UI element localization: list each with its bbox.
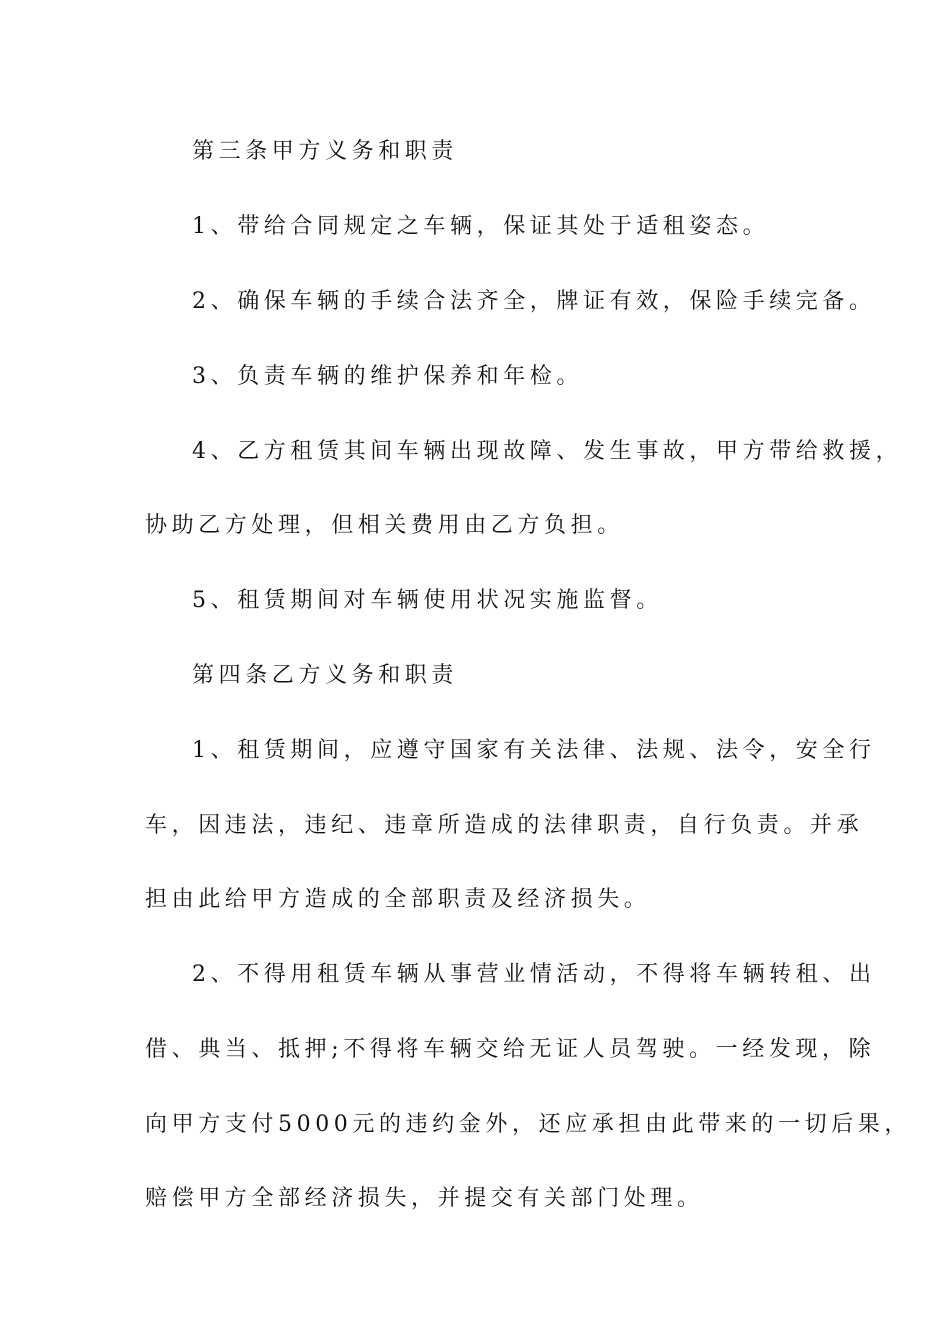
article-4-item-2-line-2: 借、典当、抵押;不得将车辆交给无证人员驾驶。一经发现，除 [145,1037,876,1062]
article-4-item-2-line-1: 2、不得用租赁车辆从事营业情活动，不得将车辆转租、出 [192,962,876,987]
article-3-item-3: 3、负责车辆的维护保养和年检。 [192,364,583,389]
article-4-item-1-line-1: 1、租赁期间，应遵守国家有关法律、法规、法令，安全行 [192,738,876,763]
article-3-item-4-line-1: 4、乙方租赁其间车辆出现故障、发生事故，甲方带给救援， [192,439,903,464]
article-4-item-2-line-4: 赔偿甲方全部经济损失，并提交有关部门处理。 [145,1186,704,1211]
article-4-item-2-line-3: 向甲方支付5000元的违约金外，还应承担由此带来的一切后果， [145,1112,911,1137]
article-3-item-2: 2、确保车辆的手续合法齐全，牌证有效，保险手续完备。 [192,289,876,314]
article-3-item-5: 5、租赁期间对车辆使用状况实施监督。 [192,588,663,613]
article-4-item-1-line-3: 担由此给甲方造成的全部职责及经济损失。 [145,887,651,912]
article-3-heading: 第三条甲方义务和职责 [192,139,459,164]
article-3-item-4-line-2: 协助乙方处理，但相关费用由乙方负担。 [145,513,624,538]
article-4-heading: 第四条乙方义务和职责 [192,663,459,688]
article-4-item-1-line-2: 车，因违法，违纪、违章所造成的法律职责，自行负责。并承 [145,813,864,838]
article-3-item-1: 1、带给合同规定之车辆，保证其处于适租姿态。 [192,214,770,239]
